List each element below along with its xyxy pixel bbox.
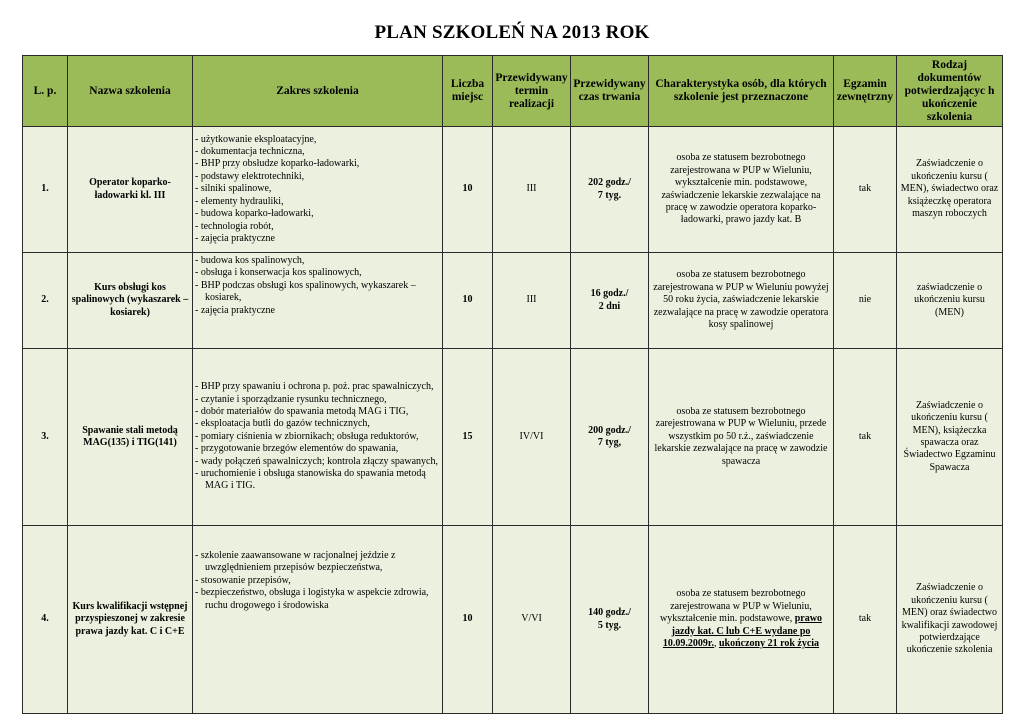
- row-exam: tak: [834, 526, 897, 714]
- row-term: V/VI: [493, 526, 571, 714]
- duration-weeks: 7 tyg.: [597, 189, 622, 201]
- row-persons: osoba ze statusem bezrobotnego zarejestrowana w PUP w Wieluniu, wykształcenie min. podstawowe, zaświadczenie lekarskie zezwalające na pracę w zawodzie operatora koparko-ładowarki, prawo jazdy kat. B: [649, 127, 834, 253]
- scope-item: - szkolenie zaawansowane w racjonalnej jeździe z uwzględnieniem przepisów bezpieczeństwa,: [195, 550, 396, 574]
- scope-item: - budowa koparko-ładowarki,: [195, 208, 314, 220]
- row-duration: [571, 253, 649, 349]
- scope-item: - pomiary ciśnienia w zbiornikach; obsługa reduktorów,: [195, 430, 419, 442]
- scope-item: - technologia robót,: [195, 220, 274, 232]
- row-duration: [571, 526, 649, 714]
- row-term: IV/VI: [493, 349, 571, 526]
- row-docs: Zaświadczenie o ukończeniu kursu ( MEN), świadectwo oraz książeczkę operatora maszyn roboczych: [897, 127, 1003, 253]
- scope-item: - budowa kos spalinowych,: [195, 255, 305, 266]
- row-scope: [193, 127, 443, 253]
- header-name: Nazwa szkolenia: [68, 56, 193, 127]
- row-places: 10: [443, 526, 493, 714]
- table-header-row: [23, 56, 1003, 127]
- row-lp: 3.: [23, 349, 68, 526]
- row-scope: [193, 526, 443, 714]
- table-row: [23, 349, 1003, 526]
- scope-item: - eksploatacja butli do gazów technicznych,: [195, 418, 370, 430]
- scope-item: - stosowanie przepisów,: [195, 574, 291, 586]
- scope-item: - bezpieczeństwo, obsługa i logistyka w aspekcie zdrowia, ruchu drogowego i środowiska: [195, 587, 429, 611]
- row-places: 15: [443, 349, 493, 526]
- duration-weeks: 5 tyg.: [597, 619, 622, 631]
- row-docs: Zaświadczenie o ukończeniu kursu ( MEN), książeczka spawacza oraz Świadectwo Egzaminu Spawacza: [897, 349, 1003, 526]
- document-title: PLAN SZKOLEŃ NA 2013 ROK: [374, 22, 650, 43]
- scope-item: - czytanie i sporządzanie rysunku technicznego,: [195, 393, 387, 405]
- row-docs: Zaświadczenie o ukończeniu kursu ( MEN) oraz świadectwo kwalifikacji zawodowej potwierdzające ukończenie szkolenia: [897, 526, 1003, 714]
- scope-item: - wady połączeń spawalniczych; kontrola złączy spawanych,: [195, 455, 438, 467]
- header-duration: Przewidywany czas trwania: [571, 56, 649, 127]
- table-row: [23, 253, 1003, 349]
- header-persons: Charakterystyka osób, dla których szkolenie jest przeznaczone: [649, 56, 834, 127]
- persons-text: osoba ze statusem bezrobotnego zarejestrowana w PUP w Wieluniu, wykształcenie min. podstawowe,: [660, 588, 812, 625]
- row-persons: [649, 526, 834, 714]
- header-scope: Zakres szkolenia: [193, 56, 443, 127]
- scope-item: - użytkowanie eksploatacyjne,: [195, 133, 317, 145]
- scope-item: - BHP przy obsłudze koparko-ładowarki,: [195, 158, 360, 170]
- row-places: 10: [443, 127, 493, 253]
- scope-item: - obsługa i konserwacja kos spalinowych,: [195, 267, 362, 279]
- row-lp: 2.: [23, 253, 68, 349]
- header-term: Przewidywany termin realizacji: [493, 56, 571, 127]
- row-duration: [571, 349, 649, 526]
- persons-license-requirement: prawo jazdy kat. C lub C+E wydane po 10.09.2009r.: [662, 613, 822, 650]
- table-row: [23, 526, 1003, 714]
- row-duration: [571, 127, 649, 253]
- row-lp: 1.: [23, 127, 68, 253]
- row-name: Spawanie stali metodą MAG(135) i TIG(141): [68, 349, 193, 526]
- scope-item: - przygotowanie brzegów elementów do spawania,: [195, 443, 399, 455]
- persons-separator: ,: [713, 638, 719, 650]
- scope-item: - elementy hydrauliki,: [195, 195, 284, 207]
- row-name: Kurs kwalifikacji wstępnej przyspieszonej w zakresie prawa jazdy kat. C i C+E: [68, 526, 193, 714]
- table-row: [23, 127, 1003, 253]
- row-name: Kurs obsługi kos spalinowych (wykaszarek – kosiarek): [68, 253, 193, 349]
- header-places: Liczba miejsc: [443, 56, 493, 127]
- duration-hours: 200 godz./: [588, 424, 631, 436]
- row-persons: osoba ze statusem bezrobotnego zarejestrowana w PUP w Wieluniu powyżej 50 roku życia, zaświadczenie lekarskie zezwalające na pracę w zawodzie operatora kosy spalinowej: [649, 253, 834, 349]
- scope-item: - dokumentacja techniczna,: [195, 146, 305, 158]
- row-exam: tak: [834, 349, 897, 526]
- row-scope: [193, 349, 443, 526]
- row-name: Operator koparko-ładowarki kl. III: [68, 127, 193, 253]
- scope-item: - silniki spalinowe,: [195, 183, 272, 195]
- duration-hours: 140 godz./: [588, 607, 631, 619]
- row-term: III: [493, 127, 571, 253]
- row-scope: [193, 253, 443, 349]
- row-exam: nie: [834, 253, 897, 349]
- scope-item: - BHP podczas obsługi kos spalinowych, wykaszarek – kosiarek,: [195, 279, 416, 304]
- row-persons: osoba ze statusem bezrobotnego zarejestrowana w PUP w Wieluniu, przede wszystkim po 50 r.ż., zaświadczenie lekarskie zezwalające na pracę w zawodzie spawacza: [649, 349, 834, 526]
- scope-item: - uruchomienie i obsługa stanowiska do spawania metodą MAG i TIG.: [195, 468, 426, 492]
- header-docs: Rodzaj dokumentów potwierdzającyc h ukończenie szkolenia: [897, 56, 1003, 127]
- training-plan-table: [22, 55, 1003, 714]
- duration-hours: 202 godz./: [588, 177, 631, 189]
- row-exam: tak: [834, 127, 897, 253]
- scope-item: - zajęcia praktyczne: [195, 304, 275, 316]
- scope-item: - podstawy elektrotechniki,: [195, 170, 305, 182]
- row-docs: zaświadczenie o ukończeniu kursu (MEN): [897, 253, 1003, 349]
- duration-weeks: 7 tyg,: [597, 437, 622, 448]
- header-lp: L. p.: [23, 56, 68, 127]
- duration-days: 2 dni: [598, 300, 621, 312]
- scope-item: - zajęcia praktyczne: [195, 232, 275, 244]
- duration-hours: 16 godz./: [590, 288, 629, 300]
- row-places: 10: [443, 253, 493, 349]
- persons-age-requirement: ukończony 21 rok życia: [718, 638, 820, 650]
- scope-item: - BHP przy spawaniu i ochrona p. poż. prac spawalniczych,: [195, 381, 434, 393]
- header-exam: Egzamin zewnętrzny: [834, 56, 897, 127]
- row-lp: 4.: [23, 526, 68, 714]
- scope-item: - dobór materiałów do spawania metodą MAG i TIG,: [195, 405, 409, 417]
- row-term: III: [493, 253, 571, 349]
